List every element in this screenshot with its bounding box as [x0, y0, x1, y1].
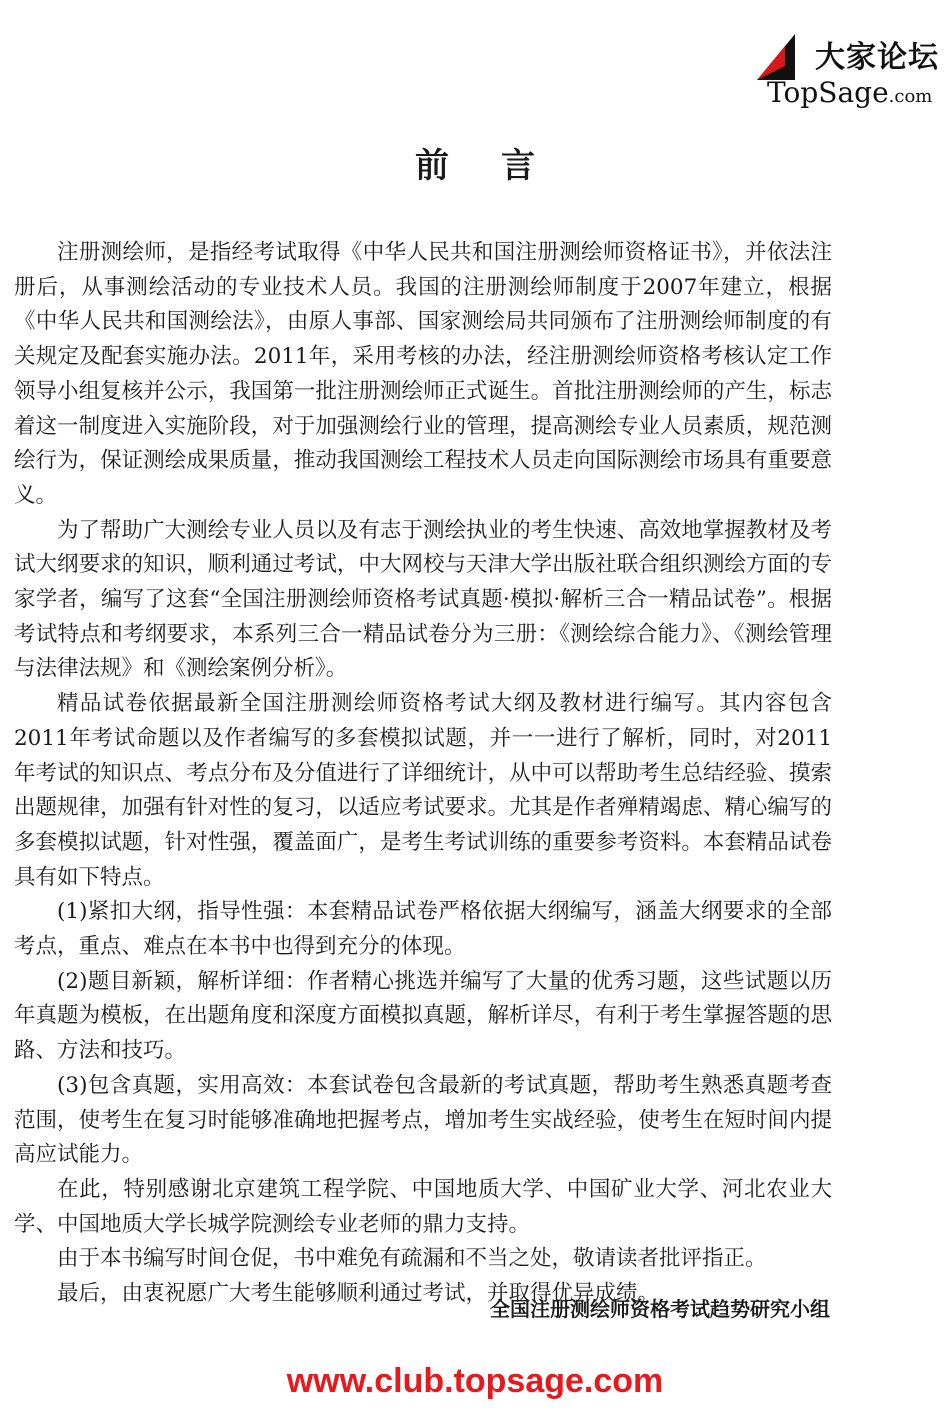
footer-url-link[interactable]: www.club.topsage.com [286, 1362, 664, 1400]
paragraph: 最后，由衷祝愿广大考生能够顺利通过考试，并取得优异成绩。 [57, 1281, 660, 1307]
paragraph: 在此，特别感谢北京建筑工程学院、中国地质大学、中国矿业大学、河北农业大学、中国地质大学长城学院测绘专业老师的鼎力支持。 [14, 1176, 832, 1237]
paragraph: (1)紧扣大纲，指导性强：本套精品试卷严格依据大纲编写，涵盖大纲要求的全部考点，重点、难点在本书中也得到充分的体现。 [14, 899, 832, 960]
logo-brand-text [767, 76, 932, 109]
page-title: 前言 [415, 146, 587, 186]
paragraph: 注册测绘师，是指经考试取得《中华人民共和国注册测绘师资格证书》，并依法注册后，从事测绘活动的专业技术人员。我国的注册测绘师制度于2007年建立，根据《中华人民共和国测绘法》，由原人事部、国家测绘局共同颁布了注册测绘师制度的有关规定及配套实施办法。2011年，采用考核的办法，经注册测绘师资格考核认定工作领导小组复核并公示，我国第一批注册测绘师正式诞生。首批注册测绘师的产生，标志着这一制度进入实施阶段，对于加强测绘行业的管理，提高测绘专业人员素质，规范测绘行为，保证测绘成果质量，推动我国测绘工程技术人员走向国际测绘市场具有重要意义。 [14, 240, 832, 508]
author-signature: 全国注册测绘师资格考试趋势研究小组 [490, 1297, 830, 1321]
paragraph: 为了帮助广大测绘专业人员以及有志于测绘执业的考生快速、高效地掌握教材及考试大纲要求的知识，顺利通过考试，中大网校与天津大学出版社联合组织测绘方面的专家学者，编写了这套“全国注册测绘师资格考试真题·模拟·解析三合一精品试卷”。根据考试特点和考纲要求，本系列三合一精品试卷分为三册：《测绘综合能力》、《测绘管理与法律法规》和《测绘案例分析》。 [14, 517, 832, 682]
paragraph: (2)题目新颖，解析详细：作者精心挑选并编写了大量的优秀习题，这些试题以历年真题为模板，在出题角度和深度方面模拟真题，解析详尽，有利于考生掌握答题的思路、方法和技巧。 [14, 968, 832, 1064]
paragraph: 由于本书编写时间仓促，书中难免有疏漏和不当之处，敬请读者批评指正。 [57, 1246, 767, 1272]
paragraph: (3)包含真题，实用高效：本套试卷包含最新的考试真题，帮助考生熟悉真题考查范围，使考生在复习时能够准确地把握考点，增加考生实战经验，使考生在短时间内提高应试能力。 [14, 1072, 832, 1168]
logo-domain: .com [888, 86, 933, 107]
logo-brand: TopSage [767, 76, 889, 109]
preface-body [14, 236, 832, 1312]
logo-chinese-text: 大家论坛 [815, 40, 939, 75]
paragraph: 精品试卷依据最新全国注册测绘师资格考试大纲及教材进行编写。其内容包含2011年考试命题以及作者编写的多套模拟试题，并一一进行了解析，同时，对2011年考试的知识点、考点分布及分值进行了详细统计，从中可以帮助考生总结经验、摸索出题规律，加强有针对性的复习，以适应考试要求。尤其是作者殚精竭虑、精心编写的多套模拟试题，针对性强，覆盖面广，是考生考试训练的重要参考资料。本套精品试卷具有如下特点。 [14, 691, 832, 890]
site-logo [755, 22, 940, 112]
